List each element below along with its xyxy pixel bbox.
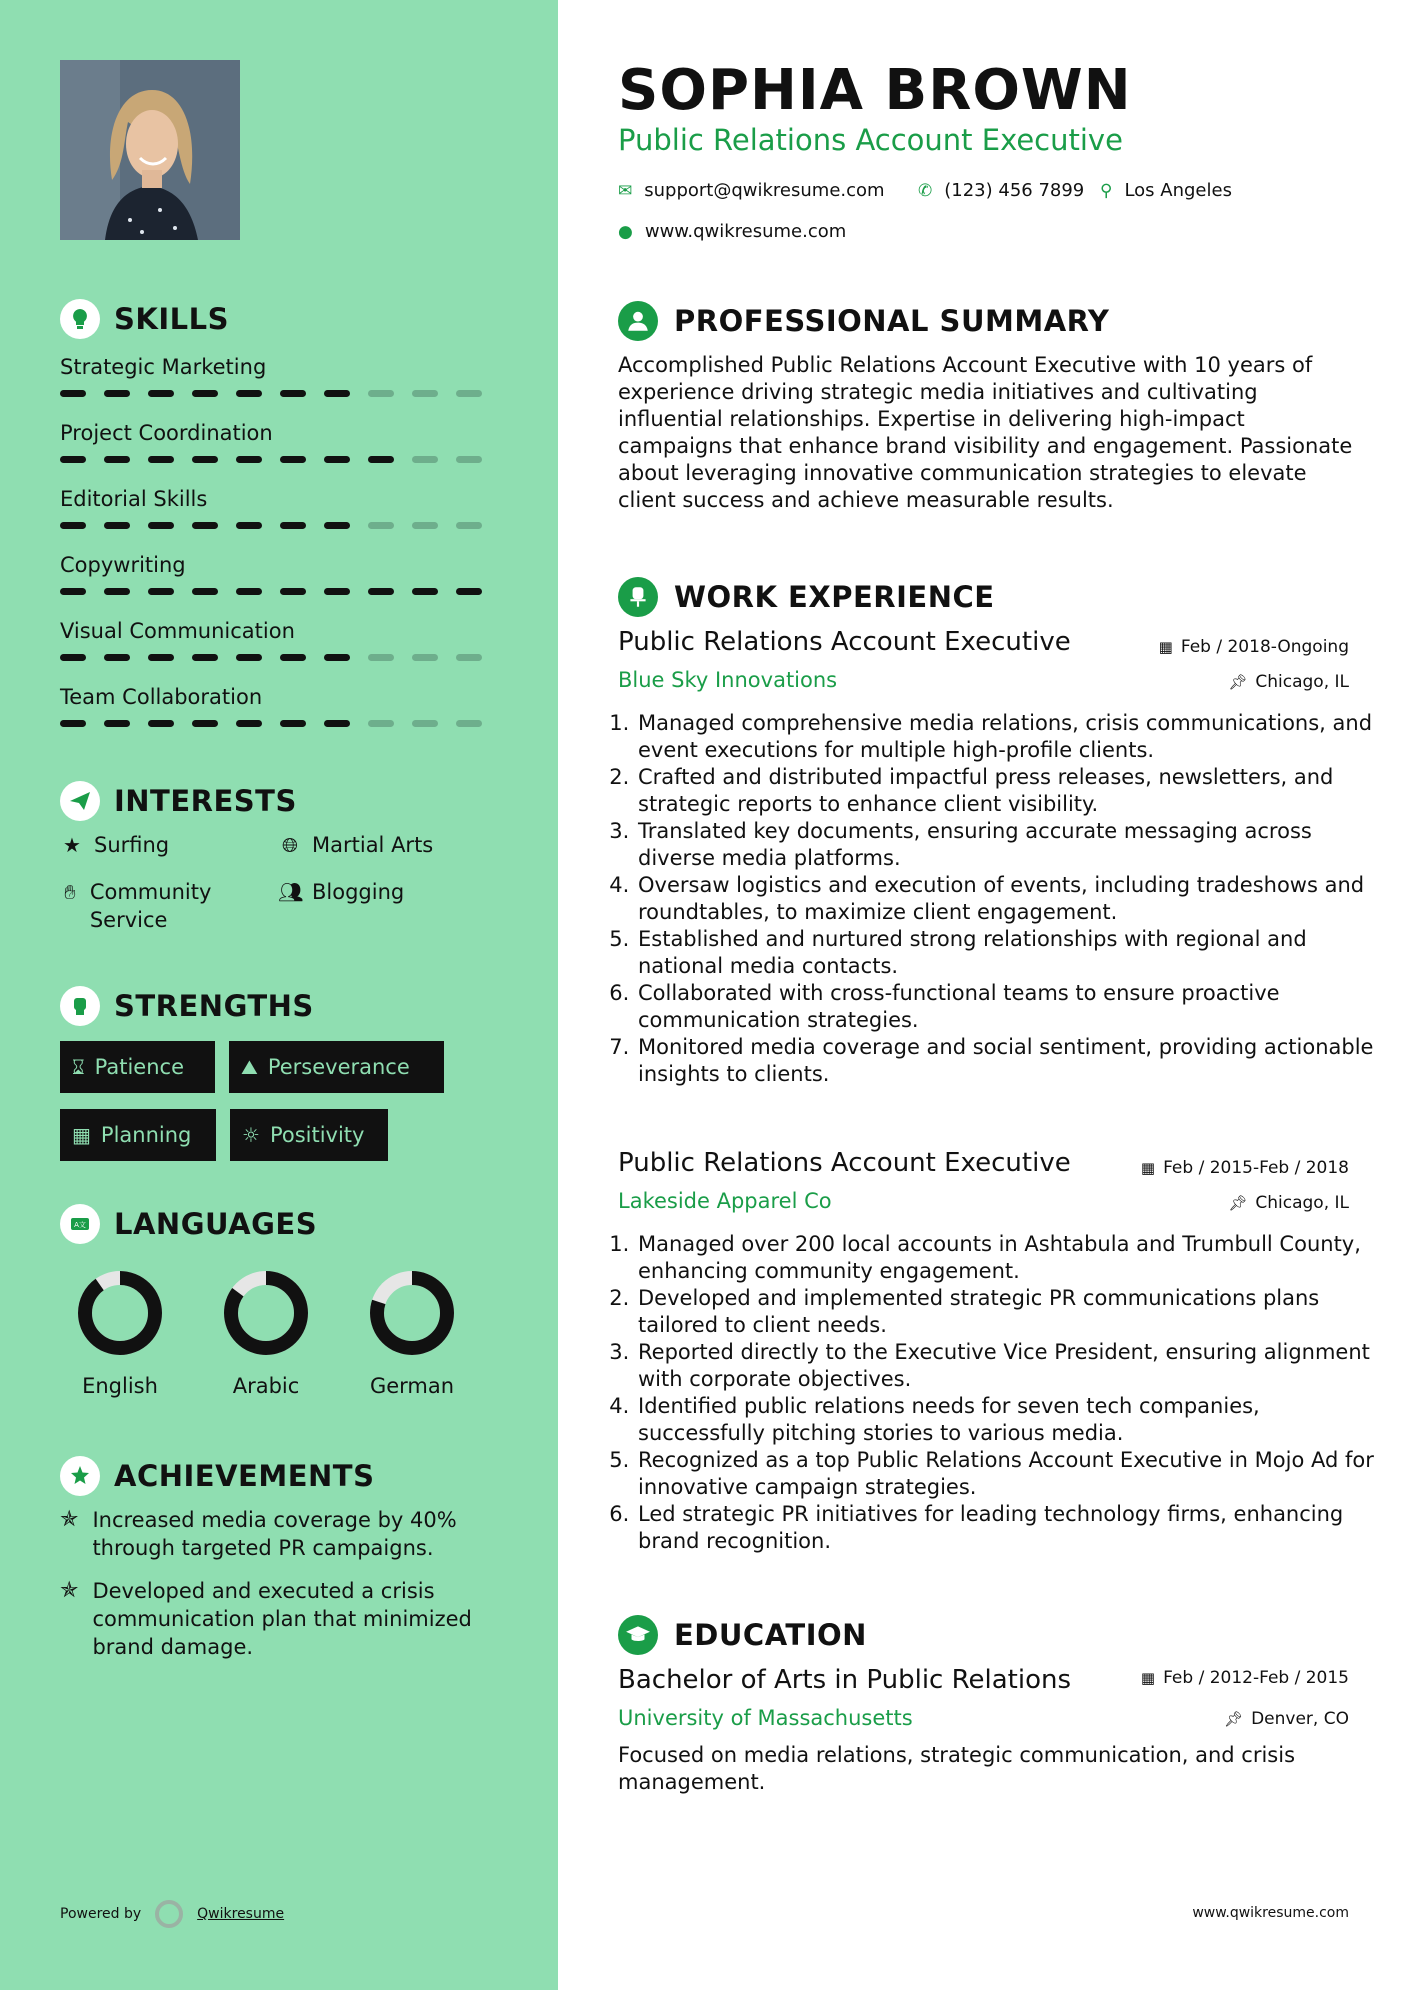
education-heading-text: EDUCATION [674, 1618, 867, 1652]
job-location-text: Chicago, IL [1255, 672, 1349, 692]
skill-level-dash [280, 720, 306, 727]
interest-label: Community Service [89, 880, 212, 932]
job-location-text: Chicago, IL [1255, 1193, 1349, 1213]
education-heading [618, 1615, 867, 1655]
strength-label: Positivity [269, 1123, 365, 1147]
skill-level-dash [192, 390, 218, 397]
skill-level-dash [104, 456, 130, 463]
interests-heading [60, 781, 297, 821]
skill-level-dash [148, 720, 174, 727]
job-task: 1. Managed over 200 local accounts in Ashtabula and Trumbull County, enhancing community engagement. [636, 1231, 1376, 1285]
skill-level-dash [192, 522, 218, 529]
contact-email[interactable] [618, 180, 885, 201]
calendar-icon: ▦ [72, 1123, 91, 1147]
skill-level-dash [60, 654, 86, 661]
phone-icon: ✆ [918, 180, 933, 201]
job-dates [1159, 637, 1349, 657]
users-icon: 👥︎ [278, 880, 304, 904]
paper-plane-icon [60, 781, 100, 821]
globe-icon: 🌐︎ [282, 833, 298, 857]
language-name: English [82, 1374, 158, 1398]
pin-icon: 📌︎ [1224, 1710, 1244, 1728]
globe-icon: ● [618, 221, 633, 242]
skill-level-dash [324, 390, 350, 397]
skill-level-dash [324, 588, 350, 595]
skill-level-dash [60, 588, 86, 595]
briefcase-chair-icon [618, 577, 658, 617]
interest-label: Blogging [312, 880, 405, 904]
skill-level-dash [456, 654, 482, 661]
skill-level-dash [104, 654, 130, 661]
job-dates-text: Feb / 2015-Feb / 2018 [1163, 1158, 1349, 1178]
interest-label: Surfing [94, 833, 170, 857]
skill-name: Editorial Skills [60, 487, 208, 511]
profile-photo [60, 60, 240, 240]
skill-level-bar [60, 456, 500, 463]
skill-name: Team Collaboration [60, 685, 263, 709]
summary-heading [618, 301, 1109, 341]
education-description: Focused on media relations, strategic communication, and crisis management. [618, 1743, 1296, 1794]
skill-level-dash [324, 522, 350, 529]
job-task: 6. Led strategic PR initiatives for leading technology firms, enhancing brand recognition. [636, 1501, 1376, 1555]
skill-level-dash [60, 390, 86, 397]
skill-level-dash [412, 456, 438, 463]
person-name: SOPHIA BROWN [618, 58, 1132, 123]
skill-level-bar [60, 588, 500, 595]
skill-level-dash [192, 654, 218, 661]
job-task-list [618, 710, 1376, 1088]
skill-level-dash [280, 588, 306, 595]
skill-item [60, 682, 500, 727]
skill-level-dash [148, 588, 174, 595]
job-location [1228, 672, 1349, 692]
interests-heading-text: INTERESTS [114, 784, 297, 818]
powered-by [60, 1900, 284, 1928]
job-task: 3. Translated key documents, ensuring accurate messaging across diverse media platforms. [636, 818, 1376, 872]
skill-level-dash [148, 390, 174, 397]
skill-level-dash [368, 654, 394, 661]
skill-level-dash [148, 522, 174, 529]
job-task: 5. Recognized as a top Public Relations Account Executive in Mojo Ad for innovative campaign strategies. [636, 1447, 1376, 1501]
strength-label: Perseverance [267, 1055, 410, 1079]
pin-icon: 📌︎ [1228, 1194, 1248, 1212]
skill-name: Project Coordination [60, 421, 273, 445]
achievements-heading-text: ACHIEVEMENTS [114, 1459, 375, 1493]
job-task: 6. Collaborated with cross-functional teams to ensure proactive communication strategies. [636, 980, 1376, 1034]
achievements-heading [60, 1456, 374, 1496]
language-level-ring [369, 1270, 455, 1356]
qwikresume-logo-icon [155, 1900, 183, 1928]
skill-level-dash [236, 720, 262, 727]
sidebar [0, 0, 558, 1990]
achievement-text: Developed and executed a crisis communication plan that minimized brand damage. [92, 1579, 472, 1659]
languages-heading [60, 1204, 317, 1244]
skill-level-dash [412, 588, 438, 595]
language-name: German [369, 1374, 455, 1398]
language-item [193, 1270, 339, 1398]
language-level-ring [223, 1270, 309, 1356]
skill-item [60, 616, 500, 661]
award-icon [60, 1456, 100, 1496]
calendar-icon: ▦ [1158, 638, 1173, 656]
lightbulb-icon [60, 299, 100, 339]
language-name: Arabic [232, 1374, 300, 1398]
skill-level-dash [280, 522, 306, 529]
trophy-star-icon: ✯ [60, 1507, 79, 1532]
calendar-icon: ▦ [1140, 1669, 1156, 1687]
skill-level-dash [192, 720, 218, 727]
skill-level-dash [60, 522, 86, 529]
skill-level-dash [456, 390, 482, 397]
education-location [1224, 1709, 1349, 1729]
skill-level-dash [280, 654, 306, 661]
skills-heading [60, 299, 229, 339]
job-task: 5. Established and nurtured strong relationships with regional and national media contacts. [636, 926, 1376, 980]
experience-heading [618, 577, 995, 617]
strength-tag-patience [60, 1041, 215, 1093]
skill-level-dash [456, 522, 482, 529]
sun-icon: ☼ [242, 1123, 260, 1147]
skills-heading-text: SKILLS [114, 302, 229, 336]
skill-name: Strategic Marketing [60, 355, 267, 379]
skill-level-bar [60, 654, 500, 661]
skill-item [60, 550, 500, 595]
skill-level-dash [456, 456, 482, 463]
skill-level-dash [324, 654, 350, 661]
job-title: Public Relations Account Executive [618, 1148, 1071, 1178]
skill-level-dash [280, 390, 306, 397]
skill-level-dash [368, 522, 394, 529]
skill-level-dash [368, 456, 394, 463]
job-task: 2. Crafted and distributed impactful press releases, newsletters, and strategic reports to enhance client visibility. [636, 764, 1376, 818]
location-text: Los Angeles [1124, 180, 1232, 201]
strength-tag-perseverance [229, 1041, 444, 1093]
education-degree: Bachelor of Arts in Public Relations [618, 1665, 1072, 1695]
education-dates-text: Feb / 2012-Feb / 2015 [1163, 1668, 1349, 1688]
strength-tag-planning [60, 1109, 216, 1161]
job-task: 1. Managed comprehensive media relations, crisis communications, and event executions for multiple high-profile clients. [636, 710, 1376, 764]
job-task: 4. Identified public relations needs for seven tech companies, successfully pitching stories to various media. [636, 1393, 1376, 1447]
envelope-icon: ✉ [618, 180, 633, 201]
language-item [339, 1270, 485, 1398]
skill-level-dash [456, 588, 482, 595]
svg-text:A文: A文 [74, 1221, 86, 1229]
interest-item-surfing [60, 831, 169, 859]
experience-heading-text: WORK EXPERIENCE [674, 580, 995, 614]
brand-link[interactable]: Qwikresume [197, 1906, 285, 1922]
skill-level-dash [192, 456, 218, 463]
phone-text: (123) 456 7899 [944, 180, 1085, 201]
skill-level-dash [60, 720, 86, 727]
skill-level-dash [104, 390, 130, 397]
skill-level-dash [236, 588, 262, 595]
skill-level-dash [324, 720, 350, 727]
summary-text: Accomplished Public Relations Account Executive with 10 years of experience driving strategic media initiatives and cultivating influential relationships. Expertise in delivering high-impact campaigns that enhance brand visibility and engagement. Passionate about leveraging innovative communication strategies to elevate client success and achieve measurable results. [618, 353, 1353, 512]
skill-level-dash [236, 456, 262, 463]
strength-tag-positivity [230, 1109, 388, 1161]
strength-label: Patience [94, 1055, 184, 1079]
skill-level-dash [412, 522, 438, 529]
job-task: 7. Monitored media coverage and social sentiment, providing actionable insights to clients. [636, 1034, 1376, 1088]
skill-level-dash [148, 654, 174, 661]
skill-level-dash [192, 588, 218, 595]
skill-level-dash [104, 720, 130, 727]
skill-item [60, 352, 500, 397]
skill-level-dash [104, 588, 130, 595]
job-task-list [618, 1231, 1376, 1555]
skill-item [60, 484, 500, 529]
skill-level-dash [148, 456, 174, 463]
skill-level-dash [368, 720, 394, 727]
job-dates-text: Feb / 2018-Ongoing [1180, 637, 1349, 657]
skill-name: Copywriting [60, 553, 186, 577]
skill-level-bar [60, 522, 500, 529]
hand-icon: ✋︎ [64, 880, 76, 904]
skill-level-dash [280, 456, 306, 463]
education-dates [1141, 1668, 1349, 1688]
language-item [47, 1270, 193, 1398]
website-text: www.qwikresume.com [644, 221, 847, 242]
skill-level-dash [236, 390, 262, 397]
job-location [1228, 1193, 1349, 1213]
achievement-item [60, 1506, 500, 1562]
skill-level-dash [236, 654, 262, 661]
job-task: 4. Oversaw logistics and execution of events, including tradeshows and roundtables, to maximize client engagement. [636, 872, 1376, 926]
person-title: Public Relations Account Executive [618, 123, 1123, 157]
calendar-icon: ▦ [1140, 1159, 1156, 1177]
skill-level-dash [456, 720, 482, 727]
strength-label: Planning [100, 1123, 192, 1147]
summary-heading-text: PROFESSIONAL SUMMARY [674, 304, 1110, 338]
skill-name: Visual Communication [60, 619, 295, 643]
skill-level-dash [324, 456, 350, 463]
skill-level-dash [412, 720, 438, 727]
road-icon: ⛰︎ [241, 1055, 258, 1079]
language-level-ring [77, 1270, 163, 1356]
skill-level-bar [60, 720, 500, 727]
map-pin-icon: ⚲ [1100, 180, 1113, 201]
job-dates [1141, 1158, 1349, 1178]
powered-by-text: Powered by [60, 1906, 142, 1922]
strengths-heading [60, 986, 314, 1026]
graduation-cap-icon [618, 1615, 658, 1655]
email-text: support@qwikresume.com [644, 180, 885, 201]
job-task: 3. Reported directly to the Executive Vice President, ensuring alignment with corporate objectives. [636, 1339, 1376, 1393]
skill-level-dash [104, 522, 130, 529]
interest-item-martial-arts [278, 831, 433, 859]
star-icon: ★ [63, 833, 81, 857]
achievement-text: Increased media coverage by 40% through targeted PR campaigns. [92, 1508, 457, 1560]
footer-url[interactable]: www.qwikresume.com [1192, 1905, 1349, 1921]
pin-icon: 📌︎ [1228, 673, 1248, 691]
fist-icon [60, 986, 100, 1026]
language-ring-fill [85, 1278, 155, 1348]
trophy-star-icon: ✯ [60, 1578, 79, 1603]
language-icon [60, 1204, 100, 1244]
interest-item-blogging [278, 878, 404, 906]
contact-website[interactable] [618, 221, 846, 242]
contact-location [1100, 180, 1232, 201]
job-company: Blue Sky Innovations [618, 668, 838, 692]
skill-item [60, 418, 500, 463]
skill-level-bar [60, 390, 500, 397]
interest-label: Martial Arts [312, 833, 434, 857]
strengths-heading-text: STRENGTHS [114, 989, 314, 1023]
job-title: Public Relations Account Executive [618, 627, 1071, 657]
languages-heading-text: LANGUAGES [114, 1207, 318, 1241]
education-location-text: Denver, CO [1251, 1709, 1349, 1729]
contact-phone[interactable] [918, 180, 1084, 201]
hourglass-icon: ⌛︎ [72, 1055, 85, 1079]
interest-item-community-service [60, 878, 260, 934]
achievement-item [60, 1577, 500, 1661]
skill-level-dash [412, 390, 438, 397]
job-task: 2. Developed and implemented strategic PR communications plans tailored to client needs. [636, 1285, 1376, 1339]
job-company: Lakeside Apparel Co [618, 1189, 832, 1213]
skill-level-dash [412, 654, 438, 661]
skill-level-dash [236, 522, 262, 529]
skill-level-dash [368, 588, 394, 595]
education-school: University of Massachusetts [618, 1706, 913, 1730]
skill-level-dash [60, 456, 86, 463]
user-icon [618, 301, 658, 341]
skill-level-dash [368, 390, 394, 397]
